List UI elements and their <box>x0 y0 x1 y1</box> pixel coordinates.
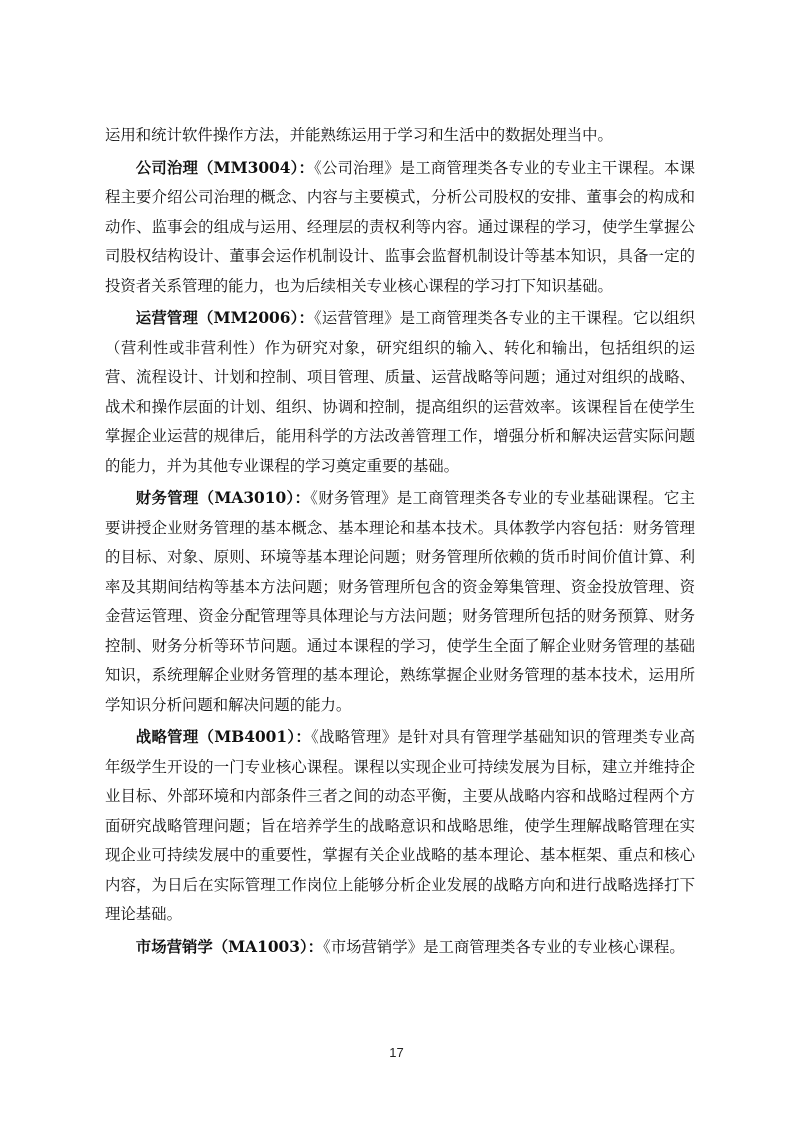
document-body <box>105 121 695 965</box>
course-description: 运用和统计软件操作方法，并能熟练运用于学习和生活中的数据处理当中。 <box>105 126 613 144</box>
course-title: 战略管理（MB4001）： <box>135 728 312 746</box>
course-description: 《运营管理》是工商管理类各专业的主干课程。它以组织（营利性或非营利性）作为研究对象，研究组织的输入、转化和输出，包括组织的运营、流程设计、计划和控制、项目管理、质量、运营战略等问题；通过对组织的战略、战术和操作层面的计划、组织、协调和控制，提高组织的运营效率。该课程旨在使学生掌握企业运营的规律后，能用科学的方法改善管理工作，增强分析和解决运营实际问题的能力，并为其他专业课程的学习奠定重要的基础。 <box>105 309 695 475</box>
paragraph-continuation <box>105 121 695 151</box>
paragraph-marketing <box>105 933 695 963</box>
course-description: 《市场营销学》是工商管理类各专业的专业核心课程。 <box>323 937 685 956</box>
paragraph-operations-management <box>105 304 695 481</box>
paragraph-strategic-management <box>105 723 695 930</box>
course-title: 公司治理（MM3004）： <box>135 158 315 177</box>
course-title: 市场营销学（MA1003）： <box>135 937 324 956</box>
course-title: 财务管理（MA3010）： <box>135 489 311 507</box>
course-description: 《战略管理》是针对具有管理学基础知识的管理类专业高年级学生开设的一门专业核心课程。课程以实现企业可持续发展为目标，建立并维持企业目标、外部环境和内部条件三者之间的动态平衡，主要从战略内容和战略过程两个方面研究战略管理问题；旨在培养学生的战略意识和战略思维，使学生理解战略管理在实现企业可持续发展中的重要性，掌握有关企业战略的基本理论、基本框架、重点和核心内容，为日后在实际管理工作岗位上能够分析企业发展的战略方向和进行战略选择打下理论基础。 <box>105 728 695 923</box>
paragraph-corporate-governance <box>105 154 695 302</box>
course-title: 运营管理（MM2006）： <box>135 309 315 327</box>
course-description: 《公司治理》是工商管理类各专业的专业主干课程。本课程主要介绍公司治理的概念、内容与主要模式，分析公司股权的安排、董事会的构成和动作、监事会的组成与运用、经理层的责权利等内容。通过课程的学习，使学生掌握公司股权结构设计、董事会运作机制设计、监事会监督机制设计等基本知识，具备一定的投资者关系管理的能力，也为后续相关专业核心课程的学习打下知识基础。 <box>105 158 695 295</box>
page-number: 17 <box>389 1045 404 1060</box>
course-description: 《财务管理》是工商管理类各专业的专业基础课程。它主要讲授企业财务管理的基本概念、基本理论和基本技术。具体教学内容包括：财务管理的目标、对象、原则、环境等基本理论问题；财务管理所依赖的货币时间价值计算、利率及其期间结构等基本方法问题；财务管理所包含的资金筹集管理、资金投放管理、资金营运管理、资金分配管理等具体理论与方法问题；财务管理所包括的财务预算、财务控制、财务分析等环节问题。通过本课程的学习，使学生全面了解企业财务管理的基础知识，系统理解企业财务管理的基本理论，熟练掌握企业财务管理的基本技术，运用所学知识分析问题和解决问题的能力。 <box>105 489 695 714</box>
paragraph-financial-management <box>105 484 695 720</box>
